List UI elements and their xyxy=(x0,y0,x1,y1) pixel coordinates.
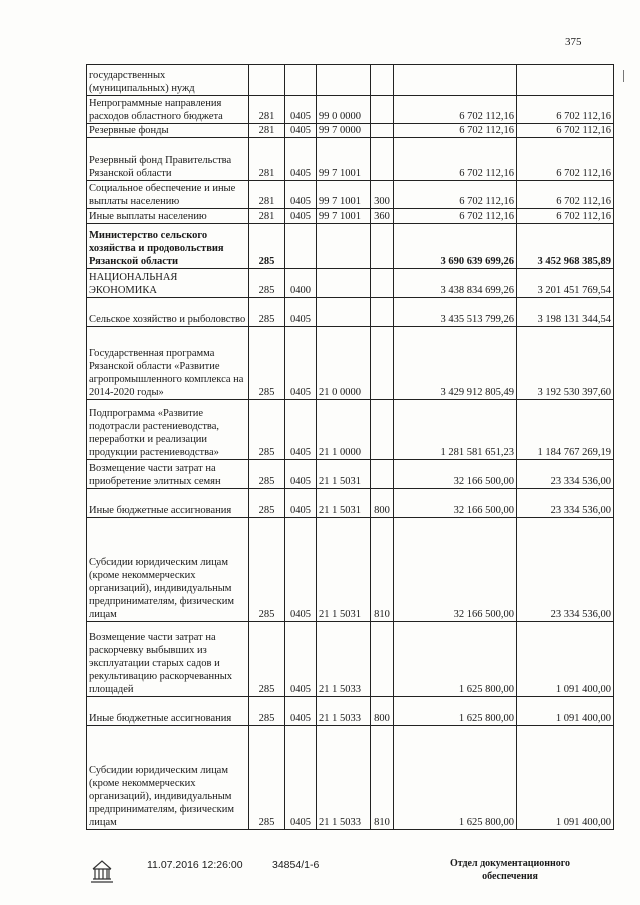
footer-timestamp: 11.07.2016 12:26:00 xyxy=(147,859,243,871)
row-name-cell: Социальное обеспечение и иные выплаты населению xyxy=(87,181,249,209)
row-ministry-code-cell: 285 xyxy=(249,697,285,726)
row-section-code-cell: 0405 xyxy=(285,209,317,224)
row-ministry-code-cell: 281 xyxy=(249,96,285,124)
budget-table-body xyxy=(87,65,614,830)
page-number: 375 xyxy=(565,36,582,48)
row-amount-year2-cell: 23 334 536,00 xyxy=(517,460,614,489)
table-row xyxy=(87,489,614,518)
table-row xyxy=(87,124,614,138)
row-target-article-cell: 21 1 5031 xyxy=(317,518,371,622)
row-name-cell: Сельское хозяйство и рыболовство xyxy=(87,298,249,327)
row-section-code-cell: 0405 xyxy=(285,138,317,181)
row-name-cell: Иные выплаты населению xyxy=(87,209,249,224)
footer-department-stamp xyxy=(430,857,590,883)
table-row xyxy=(87,697,614,726)
row-target-article-cell: 21 0 0000 xyxy=(317,327,371,400)
row-target-article-cell: 99 7 1001 xyxy=(317,209,371,224)
budget-table xyxy=(86,64,614,830)
table-row xyxy=(87,224,614,269)
row-name-cell: НАЦИОНАЛЬНАЯ ЭКОНОМИКА xyxy=(87,269,249,298)
table-row xyxy=(87,726,614,830)
row-expense-type-cell xyxy=(371,224,394,269)
row-ministry-code-cell: 285 xyxy=(249,489,285,518)
row-ministry-code-cell: 285 xyxy=(249,400,285,460)
row-amount-year1-cell: 6 702 112,16 xyxy=(394,138,517,181)
row-amount-year1-cell: 3 438 834 699,26 xyxy=(394,269,517,298)
row-amount-year2-cell: 1 091 400,00 xyxy=(517,622,614,697)
table-row xyxy=(87,138,614,181)
row-expense-type-cell xyxy=(371,327,394,400)
row-expense-type-cell xyxy=(371,65,394,96)
row-amount-year1-cell: 3 429 912 805,49 xyxy=(394,327,517,400)
row-amount-year1-cell: 32 166 500,00 xyxy=(394,489,517,518)
table-row xyxy=(87,181,614,209)
row-amount-year1-cell: 32 166 500,00 xyxy=(394,518,517,622)
row-expense-type-cell: 360 xyxy=(371,209,394,224)
row-amount-year1-cell: 6 702 112,16 xyxy=(394,96,517,124)
row-expense-type-cell xyxy=(371,400,394,460)
row-amount-year1-cell: 32 166 500,00 xyxy=(394,460,517,489)
row-target-article-cell: 21 1 5033 xyxy=(317,622,371,697)
row-expense-type-cell xyxy=(371,460,394,489)
row-section-code-cell: 0405 xyxy=(285,697,317,726)
footer-department-line2: обеспечения xyxy=(482,871,538,882)
row-name-cell: Субсидии юридическим лицам (кроме некоммерческих организаций), индивидуальным предпринимателям, физическим лицам xyxy=(87,518,249,622)
row-name-cell: Иные бюджетные ассигнования xyxy=(87,489,249,518)
row-expense-type-cell: 300 xyxy=(371,181,394,209)
row-ministry-code-cell: 285 xyxy=(249,726,285,830)
row-name-cell: Возмещение части затрат на приобретение элитных семян xyxy=(87,460,249,489)
row-amount-year2-cell: 6 702 112,16 xyxy=(517,96,614,124)
row-amount-year2-cell xyxy=(517,65,614,96)
row-ministry-code-cell: 285 xyxy=(249,460,285,489)
row-section-code-cell: 0405 xyxy=(285,181,317,209)
table-row xyxy=(87,65,614,96)
footer-document-id: 34854/1-6 xyxy=(272,859,320,871)
row-amount-year2-cell: 23 334 536,00 xyxy=(517,489,614,518)
row-section-code-cell: 0405 xyxy=(285,622,317,697)
row-amount-year1-cell: 1 625 800,00 xyxy=(394,622,517,697)
row-amount-year1-cell: 6 702 112,16 xyxy=(394,181,517,209)
row-amount-year2-cell: 3 198 131 344,54 xyxy=(517,298,614,327)
row-amount-year2-cell: 6 702 112,16 xyxy=(517,181,614,209)
row-section-code-cell: 0405 xyxy=(285,327,317,400)
row-target-article-cell: 99 7 1001 xyxy=(317,181,371,209)
row-section-code-cell: 0405 xyxy=(285,518,317,622)
row-amount-year2-cell: 23 334 536,00 xyxy=(517,518,614,622)
row-amount-year1-cell: 3 435 513 799,26 xyxy=(394,298,517,327)
row-target-article-cell: 21 1 5031 xyxy=(317,460,371,489)
table-row xyxy=(87,622,614,697)
table-row xyxy=(87,460,614,489)
row-amount-year2-cell: 1 184 767 269,19 xyxy=(517,400,614,460)
row-ministry-code-cell: 281 xyxy=(249,124,285,138)
row-section-code-cell: 0405 xyxy=(285,400,317,460)
row-ministry-code-cell: 281 xyxy=(249,181,285,209)
row-name-cell: Иные бюджетные ассигнования xyxy=(87,697,249,726)
row-name-cell: Государственная программа Рязанской области «Развитие агропромышленного комплекса на 2014-2020 годы» xyxy=(87,327,249,400)
row-expense-type-cell xyxy=(371,138,394,181)
row-target-article-cell xyxy=(317,224,371,269)
row-section-code-cell xyxy=(285,224,317,269)
table-row xyxy=(87,209,614,224)
row-name-cell: Непрограммные направления расходов областного бюджета xyxy=(87,96,249,124)
row-name-cell: Резервные фонды xyxy=(87,124,249,138)
row-expense-type-cell: 800 xyxy=(371,697,394,726)
row-target-article-cell: 21 1 5033 xyxy=(317,726,371,830)
row-section-code-cell: 0405 xyxy=(285,96,317,124)
row-amount-year1-cell: 1 281 581 651,23 xyxy=(394,400,517,460)
footer-department-line1: Отдел документационного xyxy=(449,858,571,869)
row-amount-year1-cell: 6 702 112,16 xyxy=(394,124,517,138)
row-ministry-code-cell: 285 xyxy=(249,622,285,697)
row-amount-year1-cell: 3 690 639 699,26 xyxy=(394,224,517,269)
scan-edge-mark xyxy=(623,70,630,82)
row-expense-type-cell xyxy=(371,96,394,124)
row-ministry-code-cell: 281 xyxy=(249,138,285,181)
row-ministry-code-cell: 281 xyxy=(249,209,285,224)
row-amount-year2-cell: 3 192 530 397,60 xyxy=(517,327,614,400)
row-target-article-cell xyxy=(317,298,371,327)
row-amount-year1-cell: 1 625 800,00 xyxy=(394,697,517,726)
row-expense-type-cell: 810 xyxy=(371,518,394,622)
row-target-article-cell: 21 1 5033 xyxy=(317,697,371,726)
table-row xyxy=(87,518,614,622)
row-target-article-cell: 21 1 5031 xyxy=(317,489,371,518)
row-amount-year1-cell: 6 702 112,16 xyxy=(394,209,517,224)
row-target-article-cell: 99 0 0000 xyxy=(317,96,371,124)
row-name-cell: государственных (муниципальных) нужд xyxy=(87,65,249,96)
row-name-cell: Резервный фонд Правительства Рязанской области xyxy=(87,138,249,181)
row-name-cell: Подпрограмма «Развитие подотрасли растениеводства, переработки и реализации продукции растениеводства» xyxy=(87,400,249,460)
row-amount-year2-cell: 6 702 112,16 xyxy=(517,138,614,181)
table-row xyxy=(87,400,614,460)
page-footer xyxy=(0,855,640,905)
row-ministry-code-cell: 285 xyxy=(249,269,285,298)
row-name-cell: Субсидии юридическим лицам (кроме некоммерческих организаций), индивидуальным предпринимателям, физическим лицам xyxy=(87,726,249,830)
row-expense-type-cell xyxy=(371,269,394,298)
row-section-code-cell: 0400 xyxy=(285,269,317,298)
row-section-code-cell: 0405 xyxy=(285,489,317,518)
row-amount-year2-cell: 3 201 451 769,54 xyxy=(517,269,614,298)
row-ministry-code-cell xyxy=(249,65,285,96)
row-section-code-cell: 0405 xyxy=(285,124,317,138)
row-target-article-cell: 99 7 1001 xyxy=(317,138,371,181)
row-name-cell: Министерство сельского хозяйства и продовольствия Рязанской области xyxy=(87,224,249,269)
row-amount-year1-cell: 1 625 800,00 xyxy=(394,726,517,830)
duma-seal-icon xyxy=(88,857,116,885)
row-amount-year2-cell: 1 091 400,00 xyxy=(517,697,614,726)
row-target-article-cell: 21 1 0000 xyxy=(317,400,371,460)
row-name-cell: Возмещение части затрат на раскорчевку выбывших из эксплуатации старых садов и рекультивацию раскорчеванных площадей xyxy=(87,622,249,697)
row-ministry-code-cell: 285 xyxy=(249,224,285,269)
row-target-article-cell xyxy=(317,65,371,96)
row-amount-year2-cell: 1 091 400,00 xyxy=(517,726,614,830)
row-ministry-code-cell: 285 xyxy=(249,298,285,327)
table-row xyxy=(87,327,614,400)
row-amount-year2-cell: 3 452 968 385,89 xyxy=(517,224,614,269)
row-section-code-cell: 0405 xyxy=(285,460,317,489)
row-ministry-code-cell: 285 xyxy=(249,327,285,400)
row-expense-type-cell: 810 xyxy=(371,726,394,830)
row-expense-type-cell xyxy=(371,622,394,697)
row-target-article-cell: 99 7 0000 xyxy=(317,124,371,138)
table-row xyxy=(87,298,614,327)
table-row xyxy=(87,269,614,298)
row-amount-year2-cell: 6 702 112,16 xyxy=(517,124,614,138)
row-expense-type-cell: 800 xyxy=(371,489,394,518)
row-section-code-cell xyxy=(285,65,317,96)
row-ministry-code-cell: 285 xyxy=(249,518,285,622)
row-section-code-cell: 0405 xyxy=(285,298,317,327)
row-target-article-cell xyxy=(317,269,371,298)
row-expense-type-cell xyxy=(371,298,394,327)
row-expense-type-cell xyxy=(371,124,394,138)
row-amount-year2-cell: 6 702 112,16 xyxy=(517,209,614,224)
row-amount-year1-cell xyxy=(394,65,517,96)
table-row xyxy=(87,96,614,124)
row-section-code-cell: 0405 xyxy=(285,726,317,830)
